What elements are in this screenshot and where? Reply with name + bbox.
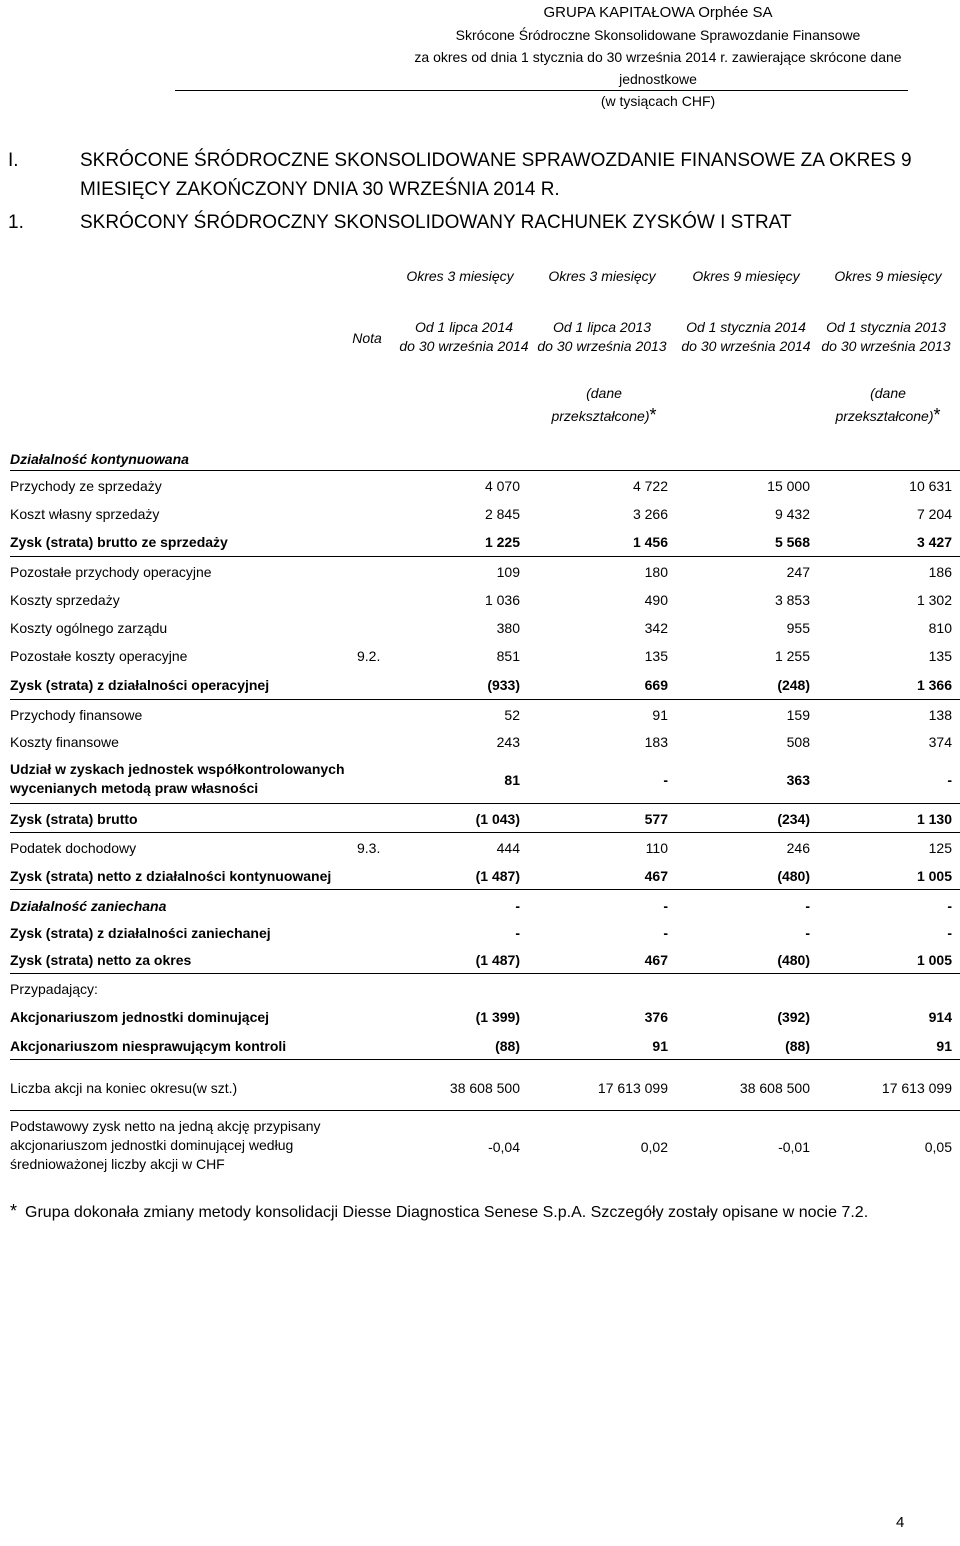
header-divider [175,90,908,91]
cell-value: - [515,898,520,914]
cell-value: - [805,898,810,914]
table-row [0,731,960,753]
table-row [0,808,960,830]
cell-value: - [663,925,668,941]
col4-to: do 30 września 2013 [821,338,951,354]
table-rule [10,803,960,804]
row-label-line2: wycenianych metodą praw własności [10,780,259,796]
cell-value: 1 456 [632,534,668,550]
row-label: Koszty finansowe [10,734,119,750]
table-row [0,561,960,583]
row-label: Zysk (strata) z działalności operacyjnej [10,677,270,693]
col3-to: do 30 września 2014 [681,338,811,354]
cell-value: 810 [928,620,952,636]
cell-value: (480) [777,952,810,968]
row-nota: 9.3. [357,840,381,856]
table-row [0,704,960,726]
cell-value: 135 [928,648,952,664]
restated-line2: przekształcone) [835,408,934,424]
row-label-line1: Podstawowy zysk netto na jedną akcję przypisany [10,1118,321,1134]
cell-value: 17 613 099 [881,1080,952,1096]
table-row [0,895,960,917]
col1-from: Od 1 lipca 2014 [414,319,514,335]
cell-value: 363 [786,772,810,788]
cell-value: (1 043) [475,811,520,827]
cell-value: (1 399) [475,1009,520,1025]
cell-value: - [515,925,520,941]
row-label: Akcjonariuszom niesprawującym kontroli [10,1038,287,1054]
cell-value: 467 [644,952,668,968]
table-row [0,1035,960,1057]
cell-value: 914 [928,1009,952,1025]
cell-value: 3 266 [632,506,668,522]
cell-value: 342 [644,620,668,636]
row-label: Zysk (strata) netto z działalności kontynuowanej [10,868,332,884]
col2-from: Od 1 lipca 2013 [552,319,652,335]
cell-value: (248) [777,677,810,693]
table-row [0,1077,960,1099]
restated-star: * [649,405,657,425]
cell-value: 4 070 [484,478,520,494]
cell-value: 180 [644,564,668,580]
row-label-line2: akcjonariuszom jednostki dominującej według [10,1137,294,1153]
cell-value: 9 432 [774,506,810,522]
table-row [0,475,960,497]
table-row [0,949,960,971]
table-row [0,760,960,800]
table-rule [10,470,960,471]
cell-value: 1 255 [774,648,810,664]
cell-value: (933) [487,677,520,693]
cell-value: 17 613 099 [597,1080,668,1096]
row-label: Przychody finansowe [10,707,143,723]
cell-value: 159 [786,707,810,723]
row-label [10,1117,321,1174]
row-label: Akcjonariuszom jednostki dominującej [10,1009,270,1025]
cell-value: 1 225 [484,534,520,550]
cell-value: (480) [777,868,810,884]
cell-value: 1 036 [484,592,520,608]
cell-value: - [947,772,952,788]
cell-value: -0,01 [778,1139,810,1155]
cell-value: 38 608 500 [739,1080,810,1096]
cell-value: 490 [644,592,668,608]
table-rule [10,973,960,974]
table-row [0,922,960,944]
table-rule [10,1059,960,1060]
row-nota: 9.2. [357,648,381,664]
cell-value: 7 204 [916,506,952,522]
table-row [0,674,960,696]
subsection-number: 1. [8,212,24,233]
cell-value: 1 005 [916,868,952,884]
row-label: Zysk (strata) netto za okres [10,952,192,968]
col3-from: Od 1 stycznia 2014 [686,319,806,335]
cell-value: 91 [652,1038,668,1054]
cell-value: 5 568 [774,534,810,550]
table-row [0,503,960,525]
page-header [408,2,908,112]
row-label-line1: Udział w zyskach jednostek współkontrolowanych [10,761,345,777]
cell-value: 247 [786,564,810,580]
cell-value: 0,02 [640,1139,668,1155]
cell-value: 955 [786,620,810,636]
cell-value: 467 [644,868,668,884]
cell-value: 125 [928,840,952,856]
cell-value: 52 [504,707,520,723]
cell-value: 38 608 500 [449,1080,520,1096]
footnote-text: Grupa dokonała zmiany metody konsolidacji Diesse Diagnostica Senese S.p.A. Szczegóły zostały opisane w nocie 7.2. [25,1204,869,1221]
cell-value: 376 [644,1009,668,1025]
row-label: Przypadający: [10,981,98,997]
cell-value: 374 [928,734,952,750]
row-label: Zysk (strata) z działalności zaniechanej [10,925,271,941]
cell-value: 15 000 [767,478,810,494]
cell-value: - [805,925,810,941]
cell-value: 851 [496,648,520,664]
footnote [10,1199,868,1225]
report-currency: (w tysiącach CHF) [600,93,716,109]
subsection-title: SKRÓCONY ŚRÓDROCZNY SKONSOLIDOWANY RACHUNEK ZYSKÓW I STRAT [80,212,792,233]
table-row [0,1006,960,1028]
table-row [0,645,960,667]
table-row [0,448,960,470]
row-label [10,760,345,798]
cell-value: 135 [644,648,668,664]
row-label: Pozostałe przychody operacyjne [10,564,212,580]
row-label: Zysk (strata) brutto [10,811,138,827]
cell-value: 1 302 [916,592,952,608]
row-label: Działalność zaniechana [10,898,167,914]
row-label: Przychody ze sprzedaży [10,478,162,494]
cell-value: 0,05 [924,1139,952,1155]
cell-value: 109 [496,564,520,580]
row-label: Pozostałe koszty operacyjne [10,648,188,664]
col3-period: Okres 9 miesięcy [692,268,800,284]
cell-value: 577 [644,811,668,827]
cell-value: - [947,925,952,941]
row-label: Podatek dochodowy [10,840,137,856]
col4-period: Okres 9 miesięcy [834,268,942,284]
row-label: Koszty sprzedaży [10,592,120,608]
cell-value: 91 [652,707,668,723]
col2-restated-note [534,382,674,427]
cell-value: 243 [496,734,520,750]
cell-value: 4 722 [632,478,668,494]
restated-line2: przekształcone) [551,408,650,424]
cell-value: 2 845 [484,506,520,522]
row-label: Koszt własny sprzedaży [10,506,160,522]
table-row [0,531,960,553]
cell-value: 91 [936,1038,952,1054]
table-row [0,617,960,639]
col2-to: do 30 września 2013 [537,338,667,354]
cell-value: 246 [786,840,810,856]
table-row [0,589,960,611]
row-label: Liczba akcji na koniec okresu(w szt.) [10,1080,238,1096]
restated-line1: (dane [586,385,622,401]
col2-period: Okres 3 miesięcy [548,268,656,284]
row-label: Działalność kontynuowana [10,451,189,467]
col4-from: Od 1 stycznia 2013 [826,319,946,335]
section-title: SKRÓCONE ŚRÓDROCZNE SKONSOLIDOWANE SPRAWOZDANIE FINANSOWE ZA OKRES 9 MIESIĘCY ZAKOŃCZONY DNIA 30 WRZEŚNIA 2014 R. [80,150,912,200]
cell-value: 183 [644,734,668,750]
restated-line1: (dane [870,385,906,401]
row-label-line3: średnioważonej liczby akcji w CHF [10,1156,225,1172]
page-number: 4 [896,1514,905,1531]
row-label: Koszty ogólnego zarządu [10,620,168,636]
table-row [0,837,960,859]
col4-restated-note [818,382,958,427]
cell-value: (234) [777,811,810,827]
report-period: za okres od dnia 1 stycznia do 30 września 2014 r. zawierające skrócone dane jednostkowe [414,49,902,87]
col1-to: do 30 września 2014 [399,338,529,354]
table-row [0,865,960,887]
cell-value: 3 853 [774,592,810,608]
company-name: GRUPA KAPITAŁOWA Orphée SA [543,4,773,21]
cell-value: - [947,898,952,914]
section-number: I. [8,150,19,171]
report-title: Skrócone Śródroczne Skonsolidowane Sprawozdanie Finansowe [455,27,861,43]
table-rule [10,1110,960,1111]
cell-value: (88) [785,1038,810,1054]
table-row [0,1117,960,1177]
cell-value: (88) [495,1038,520,1054]
table-rule [10,889,960,890]
cell-value: (392) [777,1009,810,1025]
col3-dates [676,318,816,356]
cell-value: -0,04 [488,1139,520,1155]
cell-value: 444 [496,840,520,856]
restated-star: * [933,405,941,425]
footnote-star: * [10,1201,18,1221]
table-rule [10,556,960,557]
cell-value: 1 366 [916,677,952,693]
row-label: Zysk (strata) brutto ze sprzedaży [10,534,228,550]
cell-value: 508 [786,734,810,750]
table-rule [10,699,960,700]
cell-value: 669 [644,677,668,693]
cell-value: 3 427 [916,534,952,550]
cell-value: 380 [496,620,520,636]
table-rule [10,832,960,833]
cell-value: - [663,772,668,788]
col2-dates [532,318,672,356]
col1-dates [394,318,534,356]
cell-value: 81 [504,772,520,788]
cell-value: 1 005 [916,952,952,968]
col1-period: Okres 3 miesięcy [406,268,514,284]
cell-value: 186 [928,564,952,580]
cell-value: 138 [928,707,952,723]
table-row [0,978,960,1000]
col4-dates [816,318,956,356]
cell-value: 1 130 [916,811,952,827]
cell-value: (1 487) [475,868,520,884]
cell-value: 110 [645,840,668,856]
nota-header: Nota [352,330,382,346]
cell-value: 10 631 [909,478,952,494]
cell-value: (1 487) [475,952,520,968]
cell-value: - [663,898,668,914]
